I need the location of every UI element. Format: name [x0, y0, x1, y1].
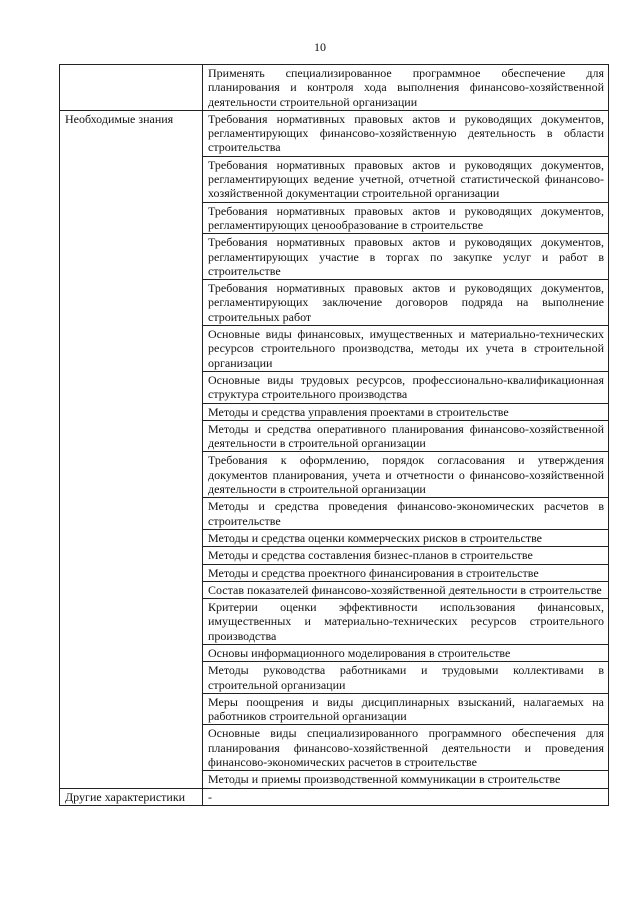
- knowledge-item: Методы и средства управления проектами в строительстве: [203, 403, 609, 420]
- table-body: [60, 65, 609, 806]
- knowledge-item: Методы и средства проведения финансово-экономических расчетов в строительстве: [203, 498, 609, 530]
- knowledge-label: Необходимые знания: [60, 110, 203, 788]
- other-characteristics-label: Другие характеристики: [60, 788, 203, 805]
- knowledge-item: Требования нормативных правовых актов и руководящих документов, регламентирующих ценообразование в строительстве: [203, 202, 609, 234]
- knowledge-table: [59, 64, 609, 806]
- knowledge-item: Требования нормативных правовых актов и руководящих документов, регламентирующих финансово-хозяйственную деятельность в области строительства: [203, 110, 609, 156]
- skill-cell: Применять специализированное программное обеспечение для планирования и контроля хода выполнения финансово-хозяйственной деятельности строительной организации: [203, 65, 609, 111]
- knowledge-item: Требования нормативных правовых актов и руководящих документов, регламентирующих участие в торгах по закупке услуг и работ в строительстве: [203, 234, 609, 280]
- knowledge-item: Методы и средства оценки коммерческих рисков в строительстве: [203, 529, 609, 546]
- knowledge-item: Методы и средства составления бизнес-планов в строительстве: [203, 547, 609, 564]
- knowledge-item: Меры поощрения и виды дисциплинарных взысканий, налагаемых на работников строительной организации: [203, 693, 609, 725]
- knowledge-item: Основные виды специализированного программного обеспечения для планирования финансово-хозяйственной деятельности и проведения финансово-экономических расчетов в строительстве: [203, 725, 609, 771]
- knowledge-item: Основы информационного моделирования в строительстве: [203, 644, 609, 661]
- knowledge-item: Требования нормативных правовых актов и руководящих документов, регламентирующих заключение договоров подряда на выполнение строительных работ: [203, 280, 609, 326]
- skill-row: [60, 65, 609, 111]
- knowledge-item: Методы руководства работниками и трудовыми коллективами в строительной организации: [203, 662, 609, 694]
- knowledge-item: Требования к оформлению, порядок согласования и утверждения документов планирования, учета и отчетности о финансово-хозяйственной деятельности в строительной организации: [203, 452, 609, 498]
- empty-label-cell: [60, 65, 203, 111]
- knowledge-item: Критерии оценки эффективности использования финансовых, имущественных и материально-технических ресурсов строительного производства: [203, 599, 609, 645]
- other-characteristics-row: [60, 788, 609, 805]
- knowledge-item: Методы и приемы производственной коммуникации в строительстве: [203, 771, 609, 788]
- knowledge-item: Основные виды финансовых, имущественных и материально-технических ресурсов строительного производства, методы их учета в строительной организации: [203, 326, 609, 372]
- knowledge-item: Требования нормативных правовых актов и руководящих документов, регламентирующих ведение учетной, отчетной статистической финансово-хозяйственной документации строительной организации: [203, 156, 609, 202]
- knowledge-item: Основные виды трудовых ресурсов, профессионально-квалификационная структура строительного производства: [203, 371, 609, 403]
- knowledge-item: Методы и средства оперативного планирования финансово-хозяйственной деятельности в строительной организации: [203, 420, 609, 452]
- page-number: 10: [314, 40, 326, 54]
- knowledge-item: Методы и средства проектного финансирования в строительстве: [203, 564, 609, 581]
- other-characteristics-value: -: [203, 788, 609, 805]
- knowledge-row: [60, 110, 609, 156]
- knowledge-item: Состав показателей финансово-хозяйственной деятельности в строительстве: [203, 581, 609, 598]
